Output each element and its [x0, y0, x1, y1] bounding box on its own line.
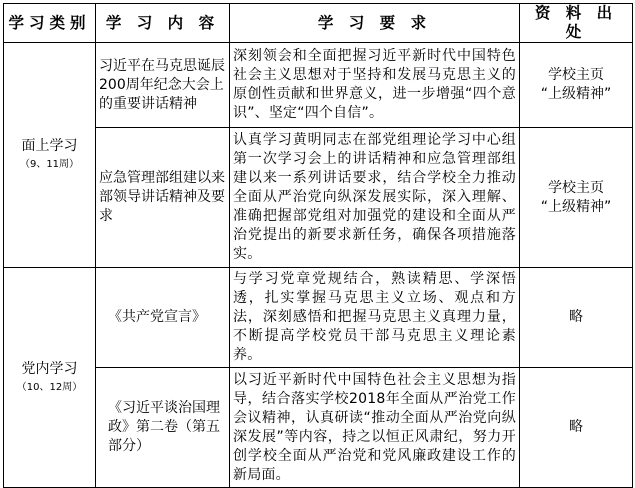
category-cell-general — [4, 43, 96, 268]
category-name: 党内学习 — [21, 360, 78, 377]
study-plan-table — [3, 3, 633, 488]
category-weeks: （9、11周） — [19, 159, 80, 170]
source-line: 略 — [569, 419, 583, 435]
table-row — [4, 268, 633, 368]
source-cell — [520, 128, 633, 268]
header-content: 学 习 内 容 — [96, 4, 230, 43]
table-row — [4, 43, 633, 128]
requirement-cell: 深刻领会和全面把握习近平新时代中国特色社会主义思想对于坚持和发展马克思主义的原创性贡献和世界意义，进一步增强“四个意识”、坚定“四个自信”。 — [230, 43, 520, 128]
source-cell — [520, 368, 633, 488]
header-category: 学习类别 — [4, 4, 96, 43]
source-cell — [520, 43, 633, 128]
source-line: 学校主页 — [548, 67, 604, 83]
table-row — [4, 128, 633, 268]
content-cell: 《习近平谈治国理政》第二卷（第五部分） — [96, 368, 230, 488]
source-line: “上级精神” — [540, 86, 612, 102]
table-row — [4, 368, 633, 488]
category-name: 面上学习 — [21, 138, 78, 154]
content-cell: 习近平在马克思诞辰200周年纪念大会上的重要讲话精神 — [96, 43, 230, 128]
source-line: 略 — [569, 309, 583, 325]
header-requirement: 学 习 要 求 — [230, 4, 520, 43]
content-cell: 《共产党宣言》 — [96, 268, 230, 368]
content-cell: 应急管理部组建以来部领导讲话精神及要求 — [96, 128, 230, 268]
category-weeks: （10、12周） — [16, 381, 83, 393]
requirement-cell: 以习近平新时代中国特色社会主义思想为指导，结合落实学校2018年全面从严治党工作会议精神，认真研读“推动全面从严治党向纵深发展”等内容，持之以恒正风肃纪，努力开创学校全面从严治党和党风廉政建设工作的新局面。 — [230, 368, 520, 488]
header-row — [4, 4, 633, 43]
source-line: 学校主页 — [548, 179, 604, 196]
category-cell-party — [4, 268, 96, 488]
source-line: “上级精神” — [540, 198, 612, 215]
source-cell — [520, 268, 633, 368]
requirement-cell: 认真学习黄明同志在部党组理论学习中心组第一次学习会上的讲话精神和应急管理部组建以来一系列讲话要求，结合学校全力推动全面从严治党向纵深发展实际，深入理解、准确把握部党组对加强党的建设和全面从严治党提出的新要求新任务，确保各项措施落实。 — [230, 128, 520, 268]
requirement-cell: 与学习党章党规结合，熟读精思、学深悟透，扎实掌握马克思主义立场、观点和方法，深刻感悟和把握马克思主义真理力量，不断提高学校党员干部马克思主义理论素养。 — [230, 268, 520, 368]
header-source: 资 料 出 处 — [520, 4, 633, 43]
